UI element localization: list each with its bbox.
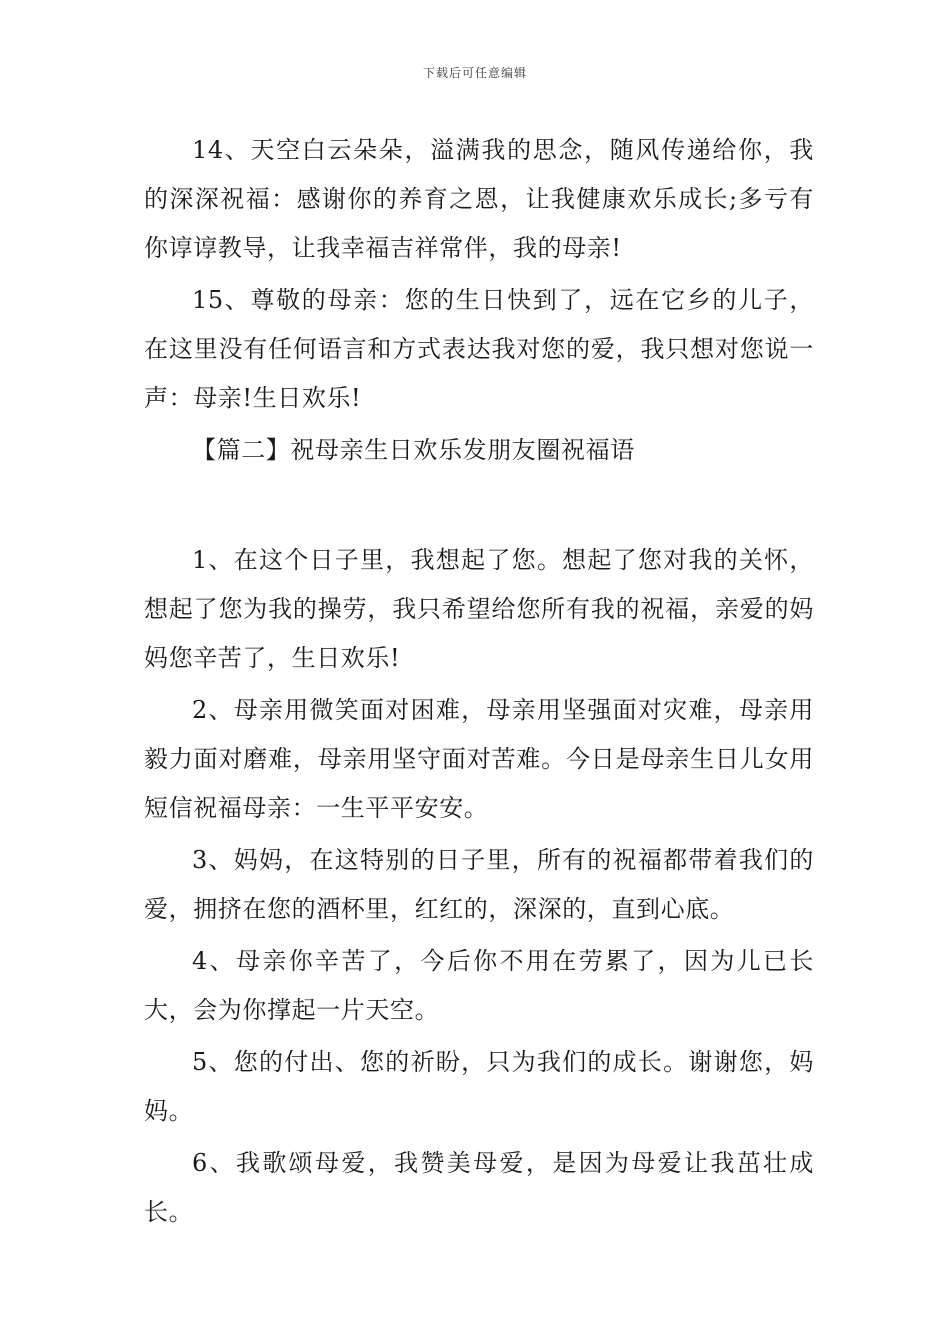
document-body [144,126,814,1240]
section-title: 【篇二】祝母亲生日欢乐发朋友圈祝福语 [192,436,635,464]
paragraph-3: 3、妈妈，在这特别的日子里，所有的祝福都带着我们的爱，拥挤在您的酒杯里，红红的，深深的，直到心底。 [144,846,814,923]
paragraph-4: 4、母亲你辛苦了，今后你不用在劳累了，因为儿已长大，会为你撑起一片天空。 [144,947,814,1024]
paragraph-6: 6、我歌颂母爱，我赞美母爱，是因为母爱让我茁壮成长。 [144,1149,814,1226]
paragraph-14: 14、天空白云朵朵，溢满我的思念，随风传递给你，我的深深祝福：感谢你的养育之恩，让我健康欢乐成长;多亏有你谆谆教导，让我幸福吉祥常伴，我的母亲! [144,136,814,262]
page-header: 下载后可任意编辑 [422,66,527,80]
paragraph-5: 5、您的付出、您的祈盼，只为我们的成长。谢谢您，妈妈。 [144,1048,814,1125]
paragraph-2: 2、母亲用微笑面对困难，母亲用坚强面对灾难，母亲用毅力面对磨难，母亲用坚守面对苦难。今日是母亲生日儿女用短信祝福母亲：一生平平安安。 [144,696,814,822]
paragraph-1: 1、在这个日子里，我想起了您。想起了您对我的关怀，想起了您为我的操劳，我只希望给您所有我的祝福，亲爱的妈妈您辛苦了，生日欢乐! [144,546,814,672]
paragraph-15: 15、尊敬的母亲：您的生日快到了，远在它乡的儿子，在这里没有任何语言和方式表达我对您的爱，我只想对您说一声：母亲!生日欢乐! [144,286,814,412]
